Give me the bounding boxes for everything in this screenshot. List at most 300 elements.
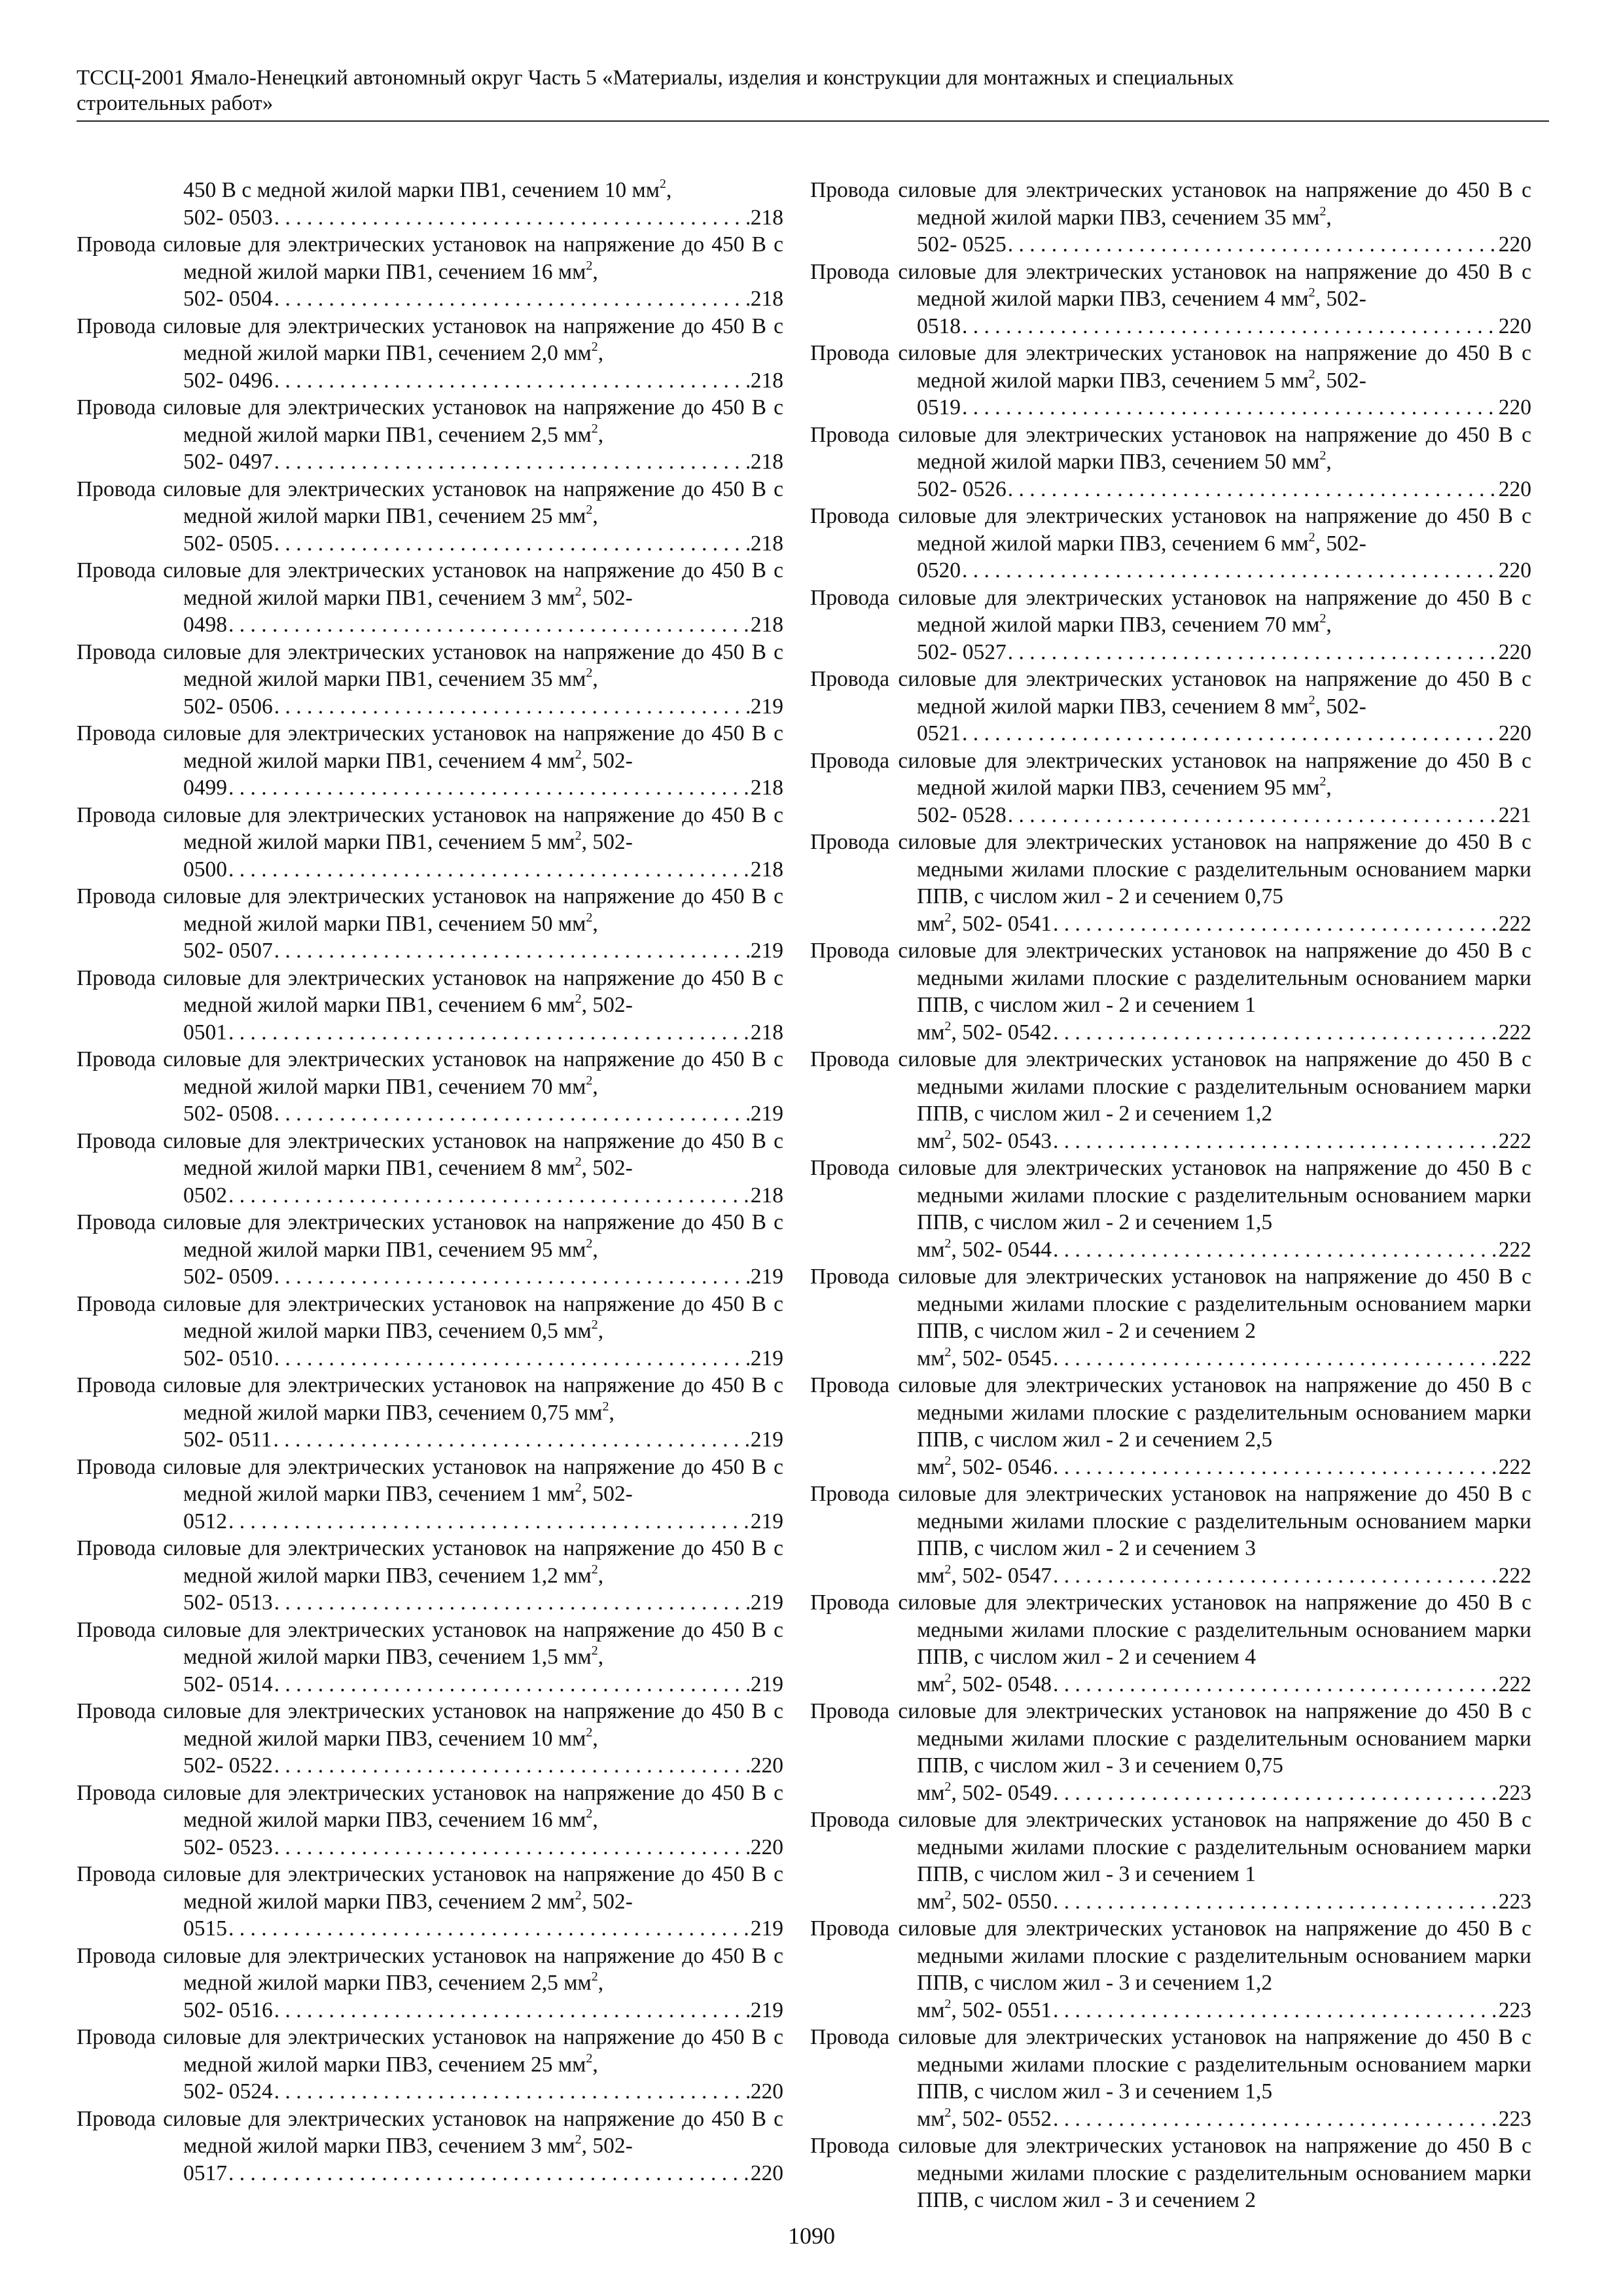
entry-description: 450 В с медной жилой марки ПВ3, сечением 16 мм — [183, 1780, 784, 1832]
entry-description: 450 В с медной жилой марки ПВ3, сечением 2,5 мм — [183, 1943, 784, 1995]
index-entry — [810, 666, 1531, 747]
superscript: 2 — [944, 1344, 952, 1359]
page-reference: 223 — [1498, 1998, 1531, 2022]
page-reference: 222 — [1498, 1563, 1531, 1588]
entry-heading: Провода силовые для электрических установок на напряжение до — [77, 476, 705, 501]
page-reference: 218 — [750, 613, 783, 637]
entry-code-wrap — [183, 1263, 273, 1291]
entry-heading: Провода силовые для электрических установок на напряжение до — [810, 1590, 1448, 1615]
page-reference: 219 — [750, 1509, 783, 1534]
entry-text — [77, 557, 784, 611]
catalog-code: 502- 0507 — [183, 939, 273, 963]
dot-leader — [274, 1100, 749, 1128]
header-line-2: строительных работ» — [77, 92, 274, 115]
entry-heading: Провода силовые для электрических установок на напряжение до — [810, 341, 1448, 365]
catalog-code: 502- 0543 — [962, 1128, 1052, 1153]
entry-heading: Провода силовые для электрических установок на напряжение до — [77, 1862, 705, 1886]
entry-text — [77, 802, 784, 856]
superscript: 2 — [575, 2132, 582, 2147]
catalog-code: 502- 0552 — [962, 2106, 1052, 2131]
dot-leader — [1053, 1236, 1497, 1264]
entry-description: 450 В с медными жилами плоские с разделительным основанием марки ППВ, с числом жил - 2 и сечением 3 — [917, 1482, 1532, 1560]
superscript: 2 — [1319, 611, 1327, 626]
entry-heading: Провода силовые для электрических установок на напряжение до — [77, 1699, 705, 1723]
superscript: 2 — [591, 1969, 598, 1984]
entry-text — [77, 1291, 784, 1345]
dot-leader — [274, 1997, 749, 2024]
superscript: 2 — [586, 910, 593, 925]
entry-heading: Провода силовые для электрических установок на напряжение до — [77, 965, 705, 990]
entry-text — [77, 313, 784, 367]
superscript: 2 — [944, 1779, 952, 1794]
dot-leader — [274, 530, 749, 558]
entry-tail: , — [951, 1672, 957, 1696]
index-entry — [77, 1454, 783, 1535]
page-reference: 223 — [1498, 1780, 1531, 1805]
superscript: 2 — [944, 1127, 952, 1142]
entry-leader-line — [917, 802, 1531, 829]
entry-code-wrap — [917, 557, 961, 584]
catalog-code: 502- 0550 — [962, 1889, 1052, 1914]
entry-tail: , — [1326, 205, 1332, 230]
entry-code-wrap — [183, 1426, 272, 1454]
entry-description: 450 В с медной жилой марки ПВ1, сечением 3 мм — [183, 558, 784, 610]
entry-tail: , — [592, 259, 598, 284]
catalog-code: 502- 0546 — [962, 1454, 1052, 1479]
entry-description: 450 В с медной жилой марки ПВ1, сечением 16 мм — [183, 232, 784, 284]
entry-description: 450 В с медной жилой марки ПВ3, сечением 1,5 мм — [183, 1617, 784, 1669]
entry-text — [77, 1046, 784, 1100]
entry-leader-line — [183, 1019, 783, 1047]
entry-code-wrap — [183, 611, 227, 639]
dot-leader — [274, 1752, 749, 1780]
entry-description: 450 В с медной жилой марки ПВ3, сечением 50 мм — [917, 422, 1532, 474]
entry-heading: Провода силовые для электрических установок на напряжение до — [77, 884, 705, 908]
superscript: 2 — [944, 1562, 952, 1577]
entry-leader-line — [183, 1508, 783, 1535]
entry-code-wrap — [917, 313, 961, 340]
unit-text: мм — [917, 1998, 945, 2022]
index-entry — [810, 340, 1531, 422]
entry-tail: , — [592, 2052, 598, 2077]
superscript: 2 — [586, 2051, 593, 2066]
catalog-code: 0515 — [183, 1916, 227, 1941]
entry-tail: , — [592, 1808, 598, 1832]
entry-leader-line — [183, 1671, 783, 1698]
superscript: 2 — [944, 1018, 952, 1033]
entry-leader-line — [183, 1426, 783, 1454]
entry-leader-line — [183, 2078, 783, 2106]
index-column-left — [77, 177, 783, 2187]
entry-text — [810, 422, 1532, 476]
superscript: 2 — [591, 1643, 598, 1658]
entry-tail: , — [951, 1346, 957, 1371]
entry-text — [77, 965, 784, 1019]
catalog-code: 502- 0523 — [183, 1835, 273, 1859]
entry-tail: , — [951, 1020, 957, 1045]
index-entry — [810, 937, 1531, 1046]
superscript: 2 — [591, 339, 598, 354]
entry-description: 450 В с медной жилой марки ПВ3, сечением 8 мм — [917, 667, 1532, 719]
superscript: 2 — [591, 1317, 598, 1332]
page-reference: 221 — [1498, 802, 1531, 827]
index-entry — [77, 313, 783, 395]
index-entry — [77, 1209, 783, 1291]
entry-text — [810, 340, 1532, 394]
entry-tail: , — [951, 1237, 957, 1262]
entry-code-wrap — [917, 639, 1007, 666]
entry-tail: , — [951, 1128, 957, 1153]
catalog-code: 502- 0549 — [962, 1780, 1052, 1805]
entry-code-wrap — [183, 448, 273, 476]
entry-heading: Провода силовые для электрических установок на напряжение до — [810, 1373, 1448, 1397]
entry-leader-line — [917, 910, 1531, 938]
index-entry — [810, 503, 1531, 584]
entry-description: 450 В с медной жилой марки ПВ3, сечением 2 мм — [183, 1862, 784, 1914]
catalog-code: 502- 0545 — [962, 1346, 1052, 1371]
entry-description: 450 В с медными жилами плоские с разделительным основанием марки ППВ, с числом жил - 3 и сечением 1,5 — [917, 2025, 1532, 2104]
entry-leader-line — [183, 530, 783, 558]
entry-text — [810, 584, 1532, 639]
index-entry — [810, 1155, 1531, 1263]
entry-code-wrap — [917, 1997, 1052, 2024]
index-entry — [77, 639, 783, 721]
index-entry — [77, 1128, 783, 1210]
page-reference: 220 — [750, 2161, 783, 2185]
page-reference: 219 — [750, 1672, 783, 1696]
entry-text — [77, 720, 784, 774]
entry-code-wrap — [183, 1345, 273, 1372]
dot-leader — [274, 204, 749, 232]
entry-description: 450 В с медной жилой марки ПВ1, сечением 70 мм — [183, 1047, 784, 1099]
dot-leader — [274, 2078, 749, 2106]
entry-code-wrap — [917, 802, 1007, 829]
entry-tail: , — [597, 422, 604, 447]
catalog-code: 502- 0509 — [183, 1265, 273, 1289]
superscript: 2 — [575, 828, 582, 843]
entry-tail: , 502- — [1315, 694, 1366, 719]
entry-heading: Провода силовые для электрических установок на напряжение до — [810, 667, 1448, 691]
superscript: 2 — [591, 421, 598, 436]
index-entry — [77, 177, 783, 231]
entry-code-wrap — [917, 1562, 1052, 1590]
entry-code-wrap — [917, 1454, 1052, 1481]
entry-heading: Провода силовые для электрических установок на напряжение до — [77, 395, 705, 420]
entry-tail: , — [597, 341, 604, 365]
entry-heading: Провода силовые для электрических установок на напряжение до — [77, 314, 705, 338]
unit-text: мм — [917, 1346, 945, 1371]
entry-tail: , — [609, 1400, 615, 1425]
entry-code-wrap — [917, 1780, 1052, 1807]
superscript: 2 — [944, 1670, 952, 1685]
entry-description: 450 В с медными жилами плоские с разделительным основанием марки ППВ, с числом жил - 3 и сечением 1 — [917, 1808, 1532, 1886]
superscript: 2 — [575, 1888, 582, 1903]
index-column-right — [810, 177, 1531, 2214]
page-reference: 220 — [1498, 314, 1531, 338]
entry-code-wrap — [183, 693, 273, 721]
dot-leader — [274, 937, 749, 965]
index-entry — [810, 1263, 1531, 1372]
entry-tail: , 502- — [581, 1889, 633, 1914]
entry-tail: , 502- — [581, 748, 633, 773]
entry-description: 450 В с медной жилой марки ПВ3, сечением 35 мм — [917, 178, 1532, 230]
superscript: 2 — [591, 1562, 598, 1577]
unit-text: мм — [917, 1780, 945, 1805]
entry-tail: , — [951, 1889, 957, 1914]
entry-text — [810, 1372, 1532, 1454]
index-entry — [77, 1698, 783, 1780]
index-entry — [77, 394, 783, 476]
entry-heading: Провода силовые для электрических установок на напряжение до — [810, 1808, 1448, 1832]
entry-text — [810, 1806, 1532, 1888]
index-entry — [810, 1698, 1531, 1806]
entry-leader-line — [917, 2106, 1531, 2133]
page-reference: 219 — [750, 1102, 783, 1126]
page-reference: 218 — [750, 450, 783, 474]
entry-leader-line — [917, 639, 1531, 666]
entry-description: 450 В с медной жилой марки ПВ3, сечением 25 мм — [183, 2025, 784, 2077]
dot-leader — [962, 394, 1497, 422]
entry-tail: , — [1326, 450, 1332, 474]
dot-leader — [274, 1834, 749, 1861]
entry-leader-line — [183, 204, 783, 232]
catalog-code: 502- 0508 — [183, 1102, 273, 1126]
page-reference: 219 — [750, 1427, 783, 1452]
entry-code-wrap — [917, 394, 961, 422]
entry-code-wrap — [917, 231, 1007, 259]
entry-tail: , — [597, 1563, 604, 1588]
dot-leader — [1053, 1019, 1497, 1047]
catalog-code: 0499 — [183, 776, 227, 800]
entry-leader-line — [183, 693, 783, 721]
dot-leader — [962, 720, 1497, 747]
catalog-code: 502- 0544 — [962, 1237, 1052, 1262]
entry-heading: Провода силовые для электрических установок на напряжение до — [810, 830, 1448, 854]
dot-leader — [228, 856, 749, 884]
catalog-code: 0498 — [183, 613, 227, 637]
page-reference: 222 — [1498, 1128, 1531, 1153]
entry-leader-line — [917, 1019, 1531, 1047]
page-reference: 220 — [750, 1835, 783, 1859]
entry-heading: Провода силовые для электрических установок на напряжение до — [77, 1210, 705, 1234]
entry-description: 450 В с медной жилой марки ПВ1, сечением 6 мм — [183, 965, 784, 1017]
entry-text — [810, 1915, 1532, 1997]
catalog-code: 502- 0516 — [183, 1998, 273, 2022]
index-entry — [77, 1046, 783, 1128]
unit-text: мм — [917, 1563, 945, 1588]
index-entry — [810, 1480, 1531, 1589]
dot-leader — [1053, 1454, 1497, 1481]
dot-leader — [1053, 1128, 1497, 1155]
entry-heading: Провода силовые для электрических установок на напряжение до — [77, 1943, 705, 1968]
entry-tail: , — [597, 1319, 604, 1343]
entry-tail: , 502- — [581, 993, 633, 1017]
entry-text — [77, 1454, 784, 1508]
superscript: 2 — [659, 176, 666, 191]
entry-text — [77, 639, 784, 693]
superscript: 2 — [944, 910, 952, 925]
entry-text — [810, 829, 1532, 910]
entry-heading: Провода силовые для электрических установок на напряжение до — [810, 2025, 1448, 2049]
entry-description: 450 В с медной жилой марки ПВ1, сечением 2,0 мм — [183, 314, 784, 365]
entry-text — [77, 231, 784, 285]
page-number: 1090 — [788, 2223, 835, 2249]
entry-code-wrap — [183, 1100, 273, 1128]
index-entry — [810, 1806, 1531, 1915]
entry-heading: Провода силовые для электрических установок на напряжение до — [810, 2134, 1448, 2158]
index-entry — [810, 1372, 1531, 1480]
superscript: 2 — [575, 747, 582, 762]
superscript: 2 — [575, 1154, 582, 1169]
page-reference: 219 — [750, 694, 783, 719]
index-entry — [77, 476, 783, 558]
dot-leader — [274, 693, 749, 721]
superscript: 2 — [1308, 285, 1315, 300]
entry-leader-line — [183, 856, 783, 884]
entry-leader-line — [917, 720, 1531, 747]
page-reference: 219 — [750, 1265, 783, 1289]
entry-leader-line — [183, 2160, 783, 2187]
entry-code-wrap — [183, 1671, 273, 1698]
dot-leader — [1053, 1997, 1497, 2024]
dot-leader — [228, 611, 749, 639]
entry-description: 450 В с медной жилой марки ПВ1, сечением 95 мм — [183, 1210, 784, 1262]
entry-leader-line — [917, 557, 1531, 584]
superscript: 2 — [586, 1806, 593, 1821]
catalog-code: 502- 0497 — [183, 450, 273, 474]
entry-text — [77, 1209, 784, 1263]
dot-leader — [962, 313, 1497, 340]
unit-text: мм — [917, 1128, 945, 1153]
entry-description: 450 В с медной жилой марки ПВ1, сечением 35 мм — [183, 639, 784, 691]
entry-description: 450 В с медной жилой марки ПВ3, сечением 0,75 мм — [183, 1373, 784, 1425]
entry-tail: , — [592, 1074, 598, 1099]
entry-heading: Провода силовые для электрических установок на напряжение до — [810, 1699, 1448, 1723]
entry-leader-line — [183, 1100, 783, 1128]
dot-leader — [274, 367, 749, 395]
superscript: 2 — [944, 1453, 952, 1468]
entry-text — [810, 259, 1532, 313]
entry-description: 450 В с медной жилой марки ПВ1, сечением 10 мм — [183, 178, 660, 202]
dot-leader — [1053, 1671, 1497, 1698]
index-entry — [77, 883, 783, 965]
page-reference: 223 — [1498, 2106, 1531, 2131]
entry-description: 450 В с медной жилой марки ПВ1, сечением 4 мм — [183, 721, 784, 773]
catalog-code: 502- 0526 — [917, 476, 1007, 501]
page-reference: 223 — [1498, 1889, 1531, 1914]
index-entry — [77, 2106, 783, 2187]
entry-code-wrap — [183, 2078, 273, 2106]
entry-description: 450 В с медными жилами плоские с разделительным основанием марки ППВ, с числом жил - 3 и сечением 0,75 — [917, 1699, 1532, 1778]
entry-text — [77, 1128, 784, 1182]
entry-leader-line — [183, 611, 783, 639]
catalog-code: 502- 0504 — [183, 287, 273, 311]
entry-code-wrap — [183, 856, 227, 884]
superscript: 2 — [586, 502, 593, 517]
index-entry — [810, 2024, 1531, 2132]
catalog-code: 502- 0505 — [183, 531, 273, 556]
entry-leader-line — [183, 448, 783, 476]
page-reference: 222 — [1498, 1237, 1531, 1262]
entry-text — [77, 2024, 784, 2078]
entry-tail: , 502- — [1315, 531, 1366, 556]
entry-code-wrap — [183, 1508, 227, 1535]
superscript: 2 — [1308, 367, 1315, 382]
entry-text — [77, 2106, 784, 2160]
superscript: 2 — [1319, 204, 1327, 219]
entry-code-wrap — [917, 1345, 1052, 1372]
entry-heading: Провода силовые для электрических установок на напряжение до — [810, 1916, 1448, 1941]
entry-tail: , — [592, 667, 598, 691]
entry-text — [77, 1943, 784, 1997]
entry-tail: , — [597, 1971, 604, 1995]
entry-text — [810, 1155, 1532, 1236]
entry-tail: , — [592, 1726, 598, 1751]
entry-description: 450 В с медной жилой марки ПВ3, сечением 4 мм — [917, 259, 1532, 311]
entry-text — [810, 2132, 1532, 2214]
entry-description: 450 В с медной жилой марки ПВ3, сечением 10 мм — [183, 1699, 784, 1751]
dot-leader — [1053, 2106, 1497, 2133]
catalog-code: 502- 0514 — [183, 1672, 273, 1696]
superscript: 2 — [586, 1725, 593, 1740]
entry-heading: Провода силовые для электрических установок на напряжение до — [810, 585, 1448, 610]
entry-code-wrap — [917, 476, 1007, 503]
entry-description: 450 В с медной жилой марки ПВ1, сечением 8 мм — [183, 1128, 784, 1180]
entry-tail: , 502- — [581, 585, 633, 610]
entry-leader-line — [917, 1562, 1531, 1590]
entry-tail: , 502- — [1315, 287, 1366, 311]
page-reference: 218 — [750, 205, 783, 230]
catalog-code: 0502 — [183, 1183, 227, 1208]
index-entry — [810, 2132, 1531, 2214]
entry-tail: , 502- — [581, 830, 633, 854]
index-entry — [77, 1943, 783, 2024]
dot-leader — [228, 1182, 749, 1210]
entry-code-wrap — [183, 2160, 227, 2187]
entry-description: 450 В с медной жилой марки ПВ3, сечением 3 мм — [183, 2106, 784, 2158]
index-entry — [810, 1589, 1531, 1698]
catalog-code: 502- 0524 — [183, 2079, 273, 2104]
entry-leader-line — [183, 1997, 783, 2024]
entry-code-wrap — [917, 1128, 1052, 1155]
entry-tail: , 502- — [581, 2134, 633, 2158]
page-reference: 222 — [1498, 1020, 1531, 1045]
index-entry — [810, 1046, 1531, 1155]
entry-tail: , — [1326, 613, 1332, 637]
entry-code-wrap — [917, 2106, 1052, 2133]
entry-code-wrap — [183, 1589, 273, 1617]
entry-text — [810, 666, 1532, 720]
index-entry — [77, 720, 783, 802]
page-reference: 218 — [750, 368, 783, 393]
index-entry — [77, 1291, 783, 1372]
catalog-code: 0519 — [917, 395, 961, 420]
page-reference: 219 — [750, 1346, 783, 1371]
index-entry — [810, 422, 1531, 503]
index-entry — [77, 802, 783, 884]
entry-leader-line — [183, 1834, 783, 1861]
entry-tail: , — [951, 1454, 957, 1479]
page-reference: 218 — [750, 531, 783, 556]
superscript: 2 — [586, 1073, 593, 1088]
entry-description: 450 В с медной жилой марки ПВ1, сечением 5 мм — [183, 802, 784, 854]
index-entry — [77, 557, 783, 639]
index-entry — [77, 1861, 783, 1943]
superscript: 2 — [602, 1399, 609, 1414]
entry-heading: Провода силовые для электрических установок на напряжение до — [810, 178, 1448, 202]
entry-description: 450 В с медными жилами плоские с разделительным основанием марки ППВ, с числом жил - 2 и сечением 1,2 — [917, 1047, 1532, 1126]
running-header — [77, 65, 1549, 122]
